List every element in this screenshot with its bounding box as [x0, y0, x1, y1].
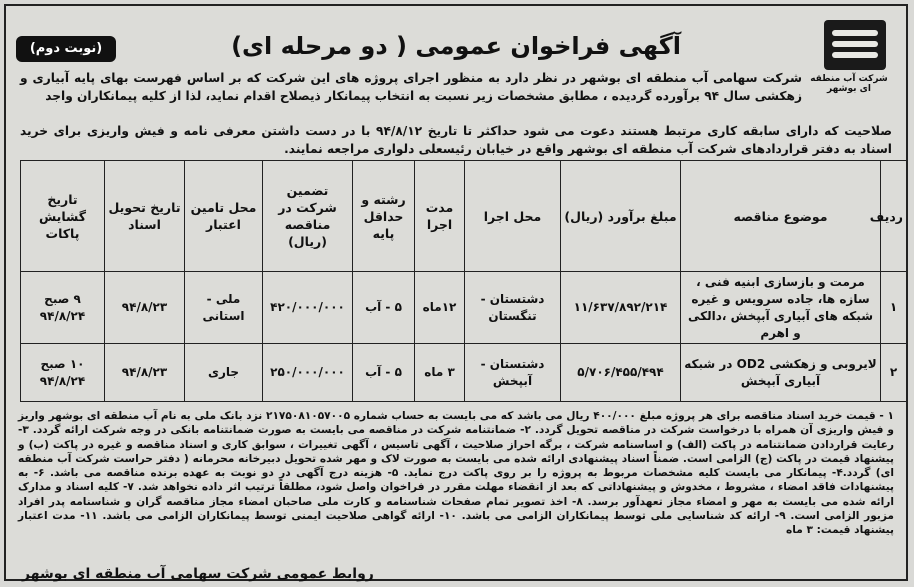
- header-opening-date: تاریخ گشایش پاکات: [21, 161, 105, 272]
- header-field-grade: رشته و حداقل پایه: [353, 161, 415, 272]
- table-row: [21, 344, 907, 402]
- header-subject: موضوع مناقصه: [681, 161, 881, 272]
- advertisement-frame: [4, 4, 908, 581]
- header-location: محل اجرا: [465, 161, 561, 272]
- cell-estimate: ۵/۷۰۶/۴۵۵/۴۹۴: [561, 344, 681, 402]
- cell-subject: لایروبی و زهکشی OD2 در شبکه آبیاری آبپخش: [681, 344, 881, 402]
- cell-delivery-date: ۹۴/۸/۲۳: [105, 344, 185, 402]
- cell-row-number: ۲: [881, 344, 907, 402]
- page-title: آگهی فراخوان عمومی ( دو مرحله ای): [231, 32, 681, 60]
- cell-opening-date: ۱۰ صبح ۹۴/۸/۲۴: [21, 344, 105, 402]
- cell-field-grade: ۵ - آب: [353, 272, 415, 344]
- header-estimate: مبلغ برآورد (ریال): [561, 161, 681, 272]
- terms-paragraph: ۱ - قیمت خرید اسناد مناقصه برای هر پروژه مبلغ ۴۰۰/۰۰۰ ریال می باشد که می بایست به حساب شماره ۲۱۷۵۰۸۱۰۵۷۰۰۵ نزد بانک ملی به نام آب منطقه ای بوشهر واریز و فیش واریزی آن همراه با درخواست شرکت در مناقصه تحویل گردد. ۲- ضمانتنامه شرکت در مناقصه می بایست به صورت ضمانتنامه بانکی در وجه شرکت ارائه گردد. ۳- رعایت قراردادن ضمانتنامه در پاکت (الف) و اساسنامه شرکت ، برگه احراز صلاحیت ، آگهی تاسیس ، آگهی تغییرات ، سوابق کاری و اسناد مناقصه و غیره در پاکت (ب) و پیشنهاد قیمت در پاکت (ج) الزامی است. ضمناً اسناد پیشنهادی ارائه شده می بایست به صورت لاک و مهر شده تحویل دبیرخانه محرمانه ( دفتر حراست شرکت آب منطقه ای) گردد.۴- پیمانکار می بایست کلیه مشخصات مربوط به پروژه را بر روی پاکت درج نماید. ۵- هزینه درج آگهی در دو نوبت به عهده برنده مناقصه می باشد. ۶- به پیشنهادات فاقد امضاء ، مشروط ، مخدوش و پیشنهاداتی که بعد از انقضاء مهلت مقرر در فراخوان واصل شود، مطلقاً ترتیب اثر داده نخواهد شد. ۷- کلیه اسناد و مدارک ارائه شده می بایست به مهر و امضاء مجاز تعهدآور برسد. ۸- اخذ تصویر تمام صفحات شناسنامه و کارت ملی صاحبان امضاء مجاز مناقصه گران و شناسنامه پدر افراد مزبور الزامی است. ۹- ارائه کد شناسایی ملی توسط پیمانکاران الزامی می باشد. ۱۰- ارائه گواهی صلاحیت ایمنی توسط پیمانکاران الزامی می باشد. ۱۱- مدت اعتبار پیشنهاد قیمت: ۳ ماه: [18, 410, 895, 537]
- cell-delivery-date: ۹۴/۸/۲۳: [105, 272, 185, 344]
- header-row-number: ردیف: [881, 161, 907, 272]
- logo-emblem: [824, 20, 886, 70]
- cell-guarantee: ۴۲۰/۰۰۰/۰۰۰: [263, 272, 353, 344]
- logo-company-name: شرکت آب منطقه ای بوشهر: [810, 74, 888, 94]
- intro-paragraph: شرکت سهامی آب منطقه ای بوشهر در نظر دارد به منظور اجرای پروژه های این شرکت که بر اساس فهرست بهای پایه آبیاری و زهکشی سال ۹۴ برآورده گردیده ، مطابق مشخصات زیر نسبت به انتخاب پیمانکار ذیصلاح اقدام نماید، لذا از کلیه پیمانکاران واجد: [20, 71, 802, 103]
- tender-table: [20, 160, 907, 402]
- company-logo: [808, 20, 894, 94]
- cell-funding: جاری: [185, 344, 263, 402]
- header-guarantee: تضمین شرکت در مناقصه (ریال): [263, 161, 353, 272]
- round-badge: (نوبت دوم): [16, 36, 116, 62]
- cell-location: دشتستان - تنگستان: [465, 272, 561, 344]
- cell-location: دشتستان - آبپخش: [465, 344, 561, 402]
- table-row: [21, 272, 907, 344]
- cell-opening-date: ۹ صبح ۹۴/۸/۲۴: [21, 272, 105, 344]
- cell-funding: ملی - استانی: [185, 272, 263, 344]
- cell-guarantee: ۲۵۰/۰۰۰/۰۰۰: [263, 344, 353, 402]
- header-delivery-date: تاریخ تحویل اسناد: [105, 161, 185, 272]
- header-duration: مدت اجرا: [415, 161, 465, 272]
- cell-duration: ۱۲ماه: [415, 272, 465, 344]
- cell-subject: مرمت و بازسازی ابنیه فنی ، سازه ها، جاده سرویس و غیره شبکه های آبیاری آبپخش ،دالکی و اهرم: [681, 272, 881, 344]
- intro-paragraph-continued: صلاحیت که دارای سابقه کاری مرتبط هستند دعوت می شود حداکثر تا تاریخ ۹۴/۸/۱۲ با در دست داشتن معرفی نامه و فیش واریزی برای خرید اسناد به دفتر قراردادهای شرکت آب منطقه ای بوشهر واقع در خیابان رئیسعلی دلواری مراجعه نمایند.: [20, 124, 892, 156]
- footer-signature: روابط عمومی شرکت سهامی آب منطقه ای بوشهر: [22, 566, 374, 582]
- cell-estimate: ۱۱/۶۳۷/۸۹۲/۲۱۴: [561, 272, 681, 344]
- table-header-row: [21, 161, 907, 272]
- cell-field-grade: ۵ - آب: [353, 344, 415, 402]
- cell-row-number: ۱: [881, 272, 907, 344]
- header-funding: محل تامین اعتبار: [185, 161, 263, 272]
- cell-duration: ۳ ماه: [415, 344, 465, 402]
